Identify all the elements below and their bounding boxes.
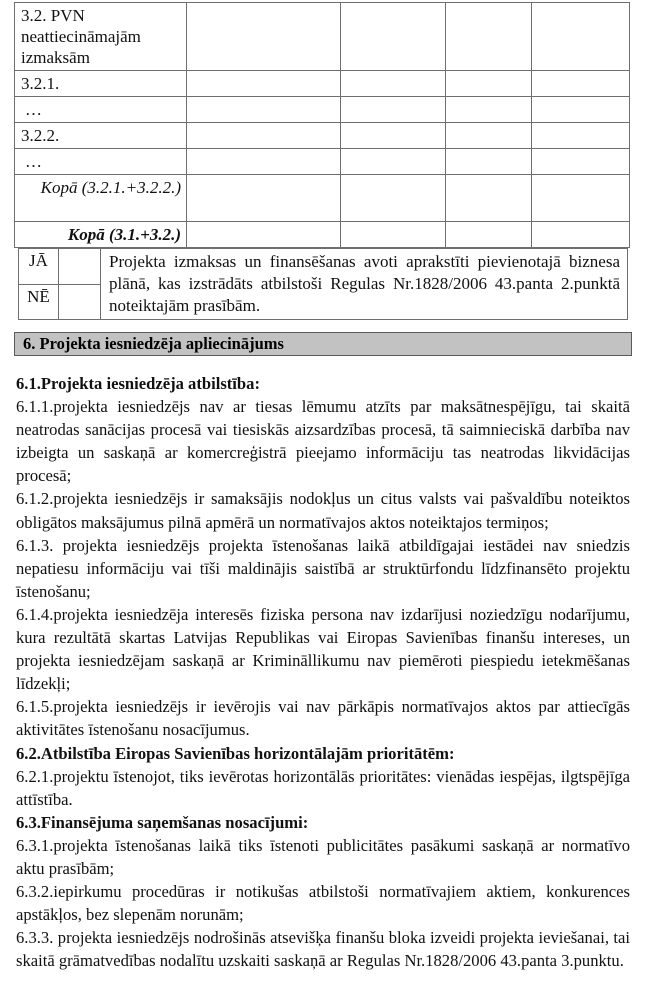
statement-text: Projekta izmaksas un finansēšanas avoti aprakstīti pievienotajā biznesa plānā, kas izstrādāts atbilstoši Regulas Nr.1828/2006 43.panta 2.punktā noteiktajām prasībām. <box>101 249 628 320</box>
value-cell[interactable] <box>187 175 341 222</box>
no-checkbox-cell[interactable] <box>59 284 101 320</box>
table-row-yes <box>19 249 628 285</box>
value-cell[interactable] <box>532 97 630 123</box>
value-cell[interactable] <box>446 71 532 97</box>
row-label-cell: 3.2.1. <box>15 71 187 97</box>
value-cell[interactable] <box>187 3 341 71</box>
table-row <box>15 123 630 149</box>
paragraph-6-1-3: 6.1.3. projekta iesniedzējs projekta īstenošanas laikā atbildīgajai iestādei nav sniedzis nepatiesu informāciju vai tīši maldinājis saistībā ar struktūrfondu līdzfinansēto projektu īstenošanu; <box>16 535 630 601</box>
table-row-subtotal <box>15 175 630 222</box>
value-cell[interactable] <box>446 175 532 222</box>
value-cell[interactable] <box>341 97 446 123</box>
value-cell[interactable] <box>341 149 446 175</box>
table-row <box>15 97 630 123</box>
value-cell[interactable] <box>446 97 532 123</box>
paragraph-6-1-5: 6.1.5.projekta iesniedzējs ir ievērojis vai nav pārkāpis normatīvajos aktos par attiecīgās aktivitātes īstenošanu nosacījumus. <box>16 697 630 740</box>
value-cell[interactable] <box>187 222 341 248</box>
declaration-body <box>16 372 630 972</box>
value-cell[interactable] <box>446 123 532 149</box>
yes-checkbox-cell[interactable] <box>59 249 101 285</box>
table-row <box>15 3 630 71</box>
yes-label: JĀ <box>19 249 59 285</box>
value-cell[interactable] <box>532 175 630 222</box>
value-cell[interactable] <box>187 149 341 175</box>
heading-6-3: 6.3.Finansējuma saņemšanas nosacījumi: <box>16 812 309 832</box>
value-cell[interactable] <box>532 3 630 71</box>
heading-6-2: 6.2.Atbilstība Eiropas Savienības horizontālajām prioritātēm: <box>16 743 455 763</box>
heading-6-1: 6.1.Projekta iesniedzēja atbilstība: <box>16 374 260 393</box>
table-row <box>15 71 630 97</box>
row-label-cell: 3.2.2. <box>15 123 187 149</box>
value-cell[interactable] <box>532 71 630 97</box>
no-label: NĒ <box>19 284 59 320</box>
value-cell[interactable] <box>446 149 532 175</box>
paragraph-6-1-4: 6.1.4.projekta iesniedzēja interesēs fiziska persona nav izdarījusi noziedzīgu nodarījumu, kura rezultātā skartas Latvijas Republikas vai Eiropas Savienības finanšu intereses, un projekta iesniedzējam saskaņā ar Krimināllikumu nav piemēroti piespiedu ietekmēšanas līdzekļi; <box>16 604 630 694</box>
table-row <box>15 149 630 175</box>
value-cell[interactable] <box>446 222 532 248</box>
paragraph-6-3-1: 6.3.1.projekta īstenošanas laikā tiks īstenoti publicitātes pasākumi saskaņā ar normatīvo aktu prasībām; <box>16 835 630 878</box>
paragraph-6-1-2: 6.1.2.projekta iesniedzējs ir samaksājis nodokļus un citus valsts vai pašvaldību noteiktos obligātos maksājumus pilnā apmērā un normatīvajos aktos noteiktajos termiņos; <box>16 489 630 532</box>
value-cell[interactable] <box>532 149 630 175</box>
paragraph-6-2-1: 6.2.1.projektu īstenojot, tiks ievērotas horizontālās prioritātes: vienādas iespējas, ilgtspējīga attīstība. <box>16 766 630 809</box>
row-label-cell: 3.2. PVN neattiecināmajām izmaksām <box>15 3 187 71</box>
value-cell[interactable] <box>187 71 341 97</box>
value-cell[interactable] <box>341 3 446 71</box>
cost-breakdown-table <box>14 2 630 248</box>
row-label-cell: … <box>15 97 187 123</box>
yes-no-confirmation-table <box>18 248 628 320</box>
value-cell[interactable] <box>341 222 446 248</box>
value-cell[interactable] <box>446 3 532 71</box>
paragraph-6-3-2: 6.3.2.iepirkumu procedūras ir notikušas atbilstoši normatīvajiem aktiem, konkurences apstākļos, bez slepenām norunām; <box>16 882 630 925</box>
paragraph-6-1-1: 6.1.1.projekta iesniedzējs nav ar tiesas lēmumu atzīts par maksātnespējīgu, tai skaitā neatrodas sanācijas procesā vai tiesiskās aizsardzības procesā, tā saimnieciskā darbība nav izbeigta un saskaņā ar komercreģistrā pieejamo informāciju tas neatrodas likvidācijas procesā; <box>16 397 630 486</box>
table-row-total <box>15 222 630 248</box>
value-cell[interactable] <box>532 123 630 149</box>
section-heading-6: 6. Projekta iesniedzēja apliecinājums <box>14 332 632 356</box>
value-cell[interactable] <box>341 175 446 222</box>
paragraph-6-3-3: 6.3.3. projekta iesniedzējs nodrošinās atsevišķa finanšu bloka izveidi projekta ieviešanai, tai skaitā grāmatvedības nodalītu uzskaiti saskaņā ar Regulas Nr.1828/2006 43.panta 3.punktu. <box>16 928 630 971</box>
subtotal-label-cell: Kopā (3.2.1.+3.2.2.) <box>15 175 187 222</box>
value-cell[interactable] <box>532 222 630 248</box>
value-cell[interactable] <box>341 71 446 97</box>
value-cell[interactable] <box>187 97 341 123</box>
row-label-cell: … <box>15 149 187 175</box>
total-label-cell: Kopā (3.1.+3.2.) <box>15 222 187 248</box>
value-cell[interactable] <box>341 123 446 149</box>
value-cell[interactable] <box>187 123 341 149</box>
